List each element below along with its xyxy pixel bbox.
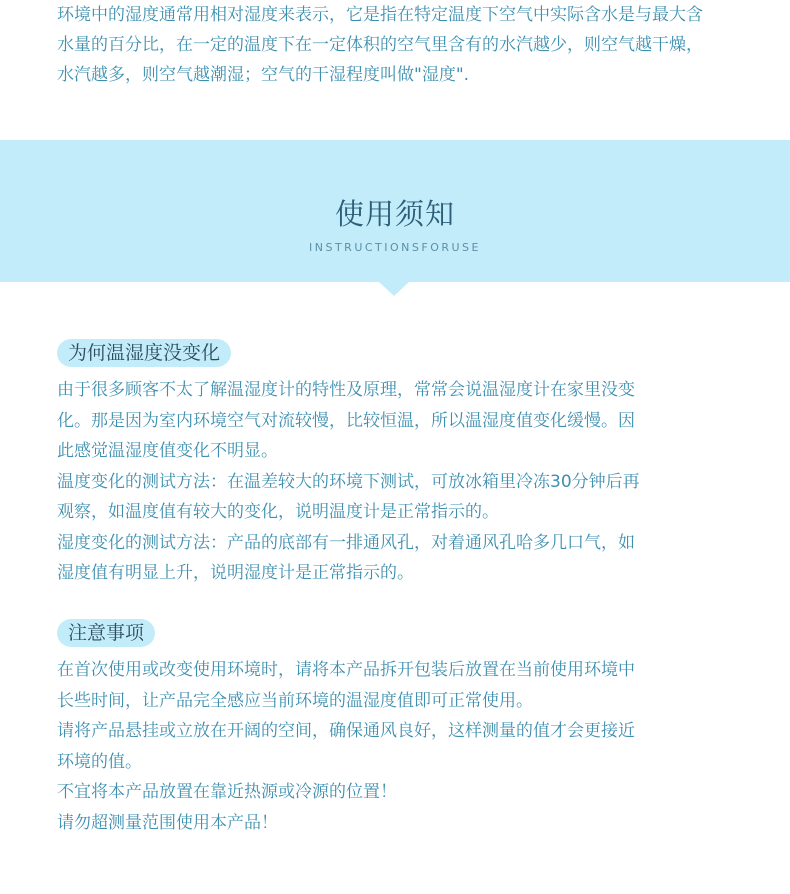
body-line: 湿度变化的测试方法：产品的底部有一排通风孔，对着通风孔哈多几口气，如 <box>57 532 635 553</box>
body-line: 在首次使用或改变使用环境时，请将本产品拆开包装后放置在当前使用环境中 <box>57 660 635 680</box>
intro-line: 水汽越多，则空气越潮湿；空气的干湿程度叫做"湿度". <box>57 65 470 85</box>
instructions-banner <box>0 140 790 282</box>
section-why-no-change <box>57 339 687 589</box>
banner-subtitle: INSTRUCTIONSFORUSE <box>309 241 481 254</box>
section-body <box>57 375 687 589</box>
section-body <box>57 655 687 838</box>
body-line: 此感觉温湿度值变化不明显。 <box>57 441 278 461</box>
banner-title: 使用须知 <box>334 197 455 231</box>
body-line: 请勿超测量范围使用本产品！ <box>57 812 278 833</box>
section-heading: 为何温湿度没变化 <box>57 339 231 367</box>
body-line: 湿度值有明显上升，说明湿度计是正常指示的。 <box>57 563 414 583</box>
body-line: 请将产品悬挂或立放在开阔的空间，确保通风良好，这样测量的值才会更接近 <box>57 721 635 741</box>
section-heading: 注意事项 <box>57 619 155 647</box>
intro-paragraph <box>57 0 747 90</box>
body-line: 不宜将本产品放置在靠近热源或冷源的位置！ <box>57 782 397 802</box>
body-line: 温度变化的测试方法：在温差较大的环境下测试，可放冰箱里冷冻30分钟后再 <box>57 471 640 492</box>
body-line: 长些时间，让产品完全感应当前环境的温湿度值即可正常使用。 <box>57 690 533 711</box>
banner-pointer-arrow <box>379 282 409 296</box>
body-line: 观察，如温度值有较大的变化，说明温度计是正常指示的。 <box>57 502 499 522</box>
body-line: 环境的值。 <box>57 751 142 772</box>
body-line: 化。那是因为室内环境空气对流较慢，比较恒温，所以温湿度值变化缓慢。因 <box>57 410 635 431</box>
intro-line: 环境中的湿度通常用相对湿度来表示，它是指在特定温度下空气中实际含水是与最大含 <box>57 5 703 25</box>
body-line: 由于很多顾客不太了解温湿度计的特性及原理，常常会说温湿度计在家里没变 <box>57 380 635 400</box>
section-precautions <box>57 619 687 838</box>
intro-line: 水量的百分比，在一定的温度下在一定体积的空气里含有的水汽越少，则空气越干燥， <box>57 35 703 55</box>
